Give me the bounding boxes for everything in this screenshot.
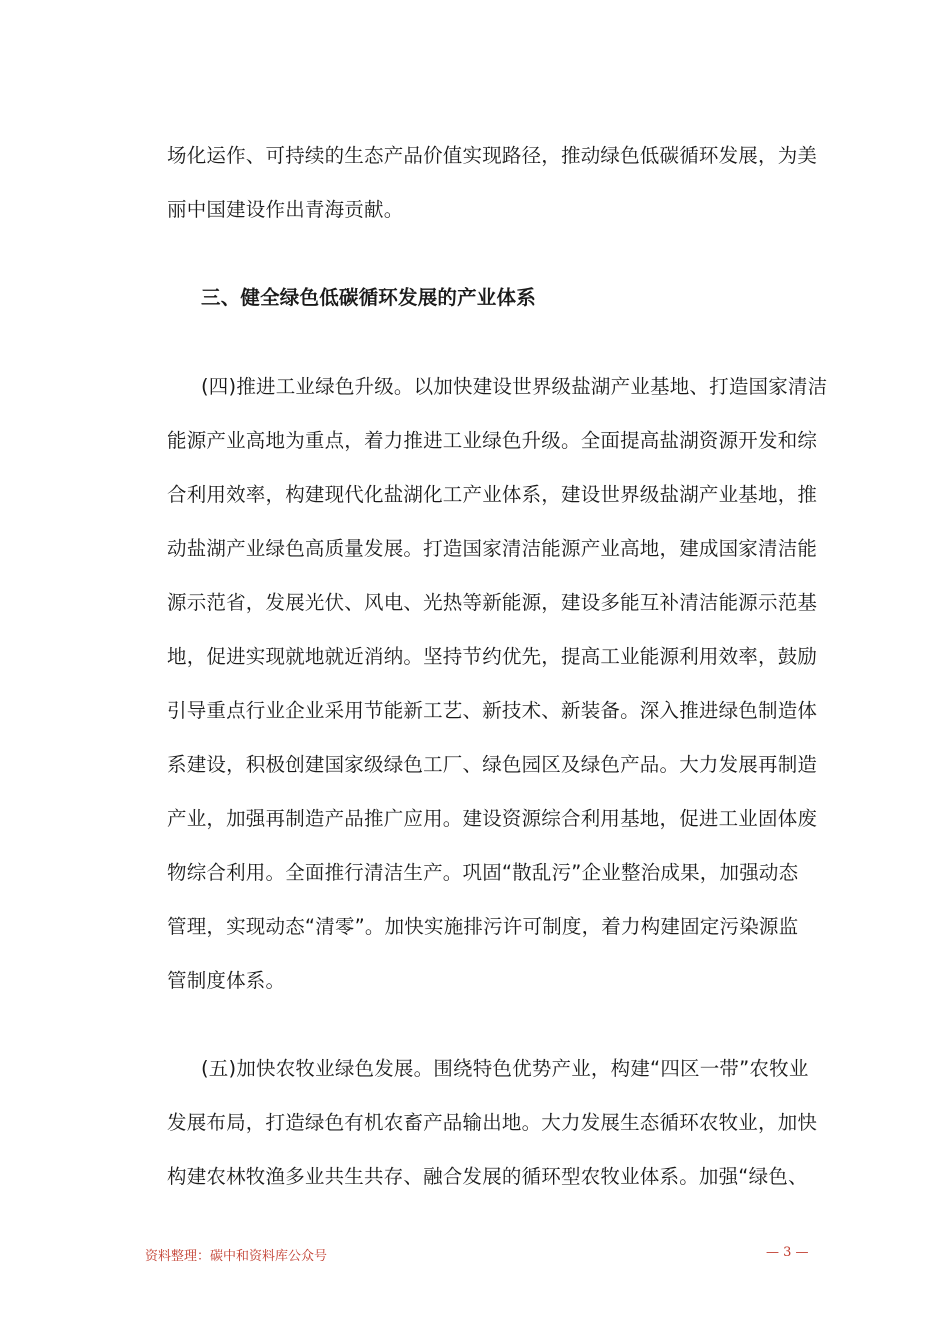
paragraph-5-line: 发展布局，打造绿色有机农畜产品输出地。大力发展生态循环农牧业，加快 [167, 1111, 818, 1134]
section-heading: 三、健全绿色低碳循环发展的产业体系 [201, 286, 536, 309]
paragraph-4-line: 产业，加强再制造产品推广应用。建设资源综合利用基地，促进工业固体废 [167, 807, 818, 830]
paragraph-4-line: 合利用效率，构建现代化盐湖化工产业体系，建设世界级盐湖产业基地，推 [167, 483, 818, 506]
paragraph-5-line: (五)加快农牧业绿色发展。围绕特色优势产业，构建“四区一带”农牧业 [201, 1057, 809, 1080]
paragraph-4-line: 系建设，积极创建国家级绿色工厂、绿色园区及绿色产品。大力发展再制造 [167, 753, 818, 776]
paragraph-4-line: 能源产业高地为重点，着力推进工业绿色升级。全面提高盐湖资源开发和综 [167, 429, 818, 452]
paragraph-4-line: 地，促进实现就地就近消纳。坚持节约优先，提高工业能源利用效率，鼓励 [167, 645, 818, 668]
text-line: 丽中国建设作出青海贡献。 [167, 198, 404, 221]
paragraph-4-line: 物综合利用。全面推行清洁生产。巩固“散乱污”企业整治成果，加强动态 [167, 861, 799, 884]
paragraph-4-line: 引导重点行业企业采用节能新工艺、新技术、新装备。深入推进绿色制造体 [167, 699, 818, 722]
paragraph-4-line: 管制度体系。 [167, 969, 286, 992]
paragraph-4-line: 管理，实现动态“清零”。加快实施排污许可制度，着力构建固定污染源监 [167, 915, 799, 938]
text-line: 场化运作、可持续的生态产品价值实现路径，推动绿色低碳循环发展，为美 [167, 144, 818, 167]
footer-source: 资料整理：碳中和资料库公众号 [145, 1249, 328, 1264]
paragraph-4-line: 源示范省，发展光伏、风电、光热等新能源，建设多能互补清洁能源示范基 [167, 591, 818, 614]
paragraph-4-line: 动盐湖产业绿色高质量发展。打造国家清洁能源产业高地，建成国家清洁能 [167, 537, 818, 560]
paragraph-4-line: (四)推进工业绿色升级。以加快建设世界级盐湖产业基地、打造国家清洁 [201, 375, 828, 398]
paragraph-5-line: 构建农林牧渔多业共生共存、融合发展的循环型农牧业体系。加强“绿色、 [167, 1165, 808, 1188]
page-number: — 3 — [766, 1245, 809, 1260]
